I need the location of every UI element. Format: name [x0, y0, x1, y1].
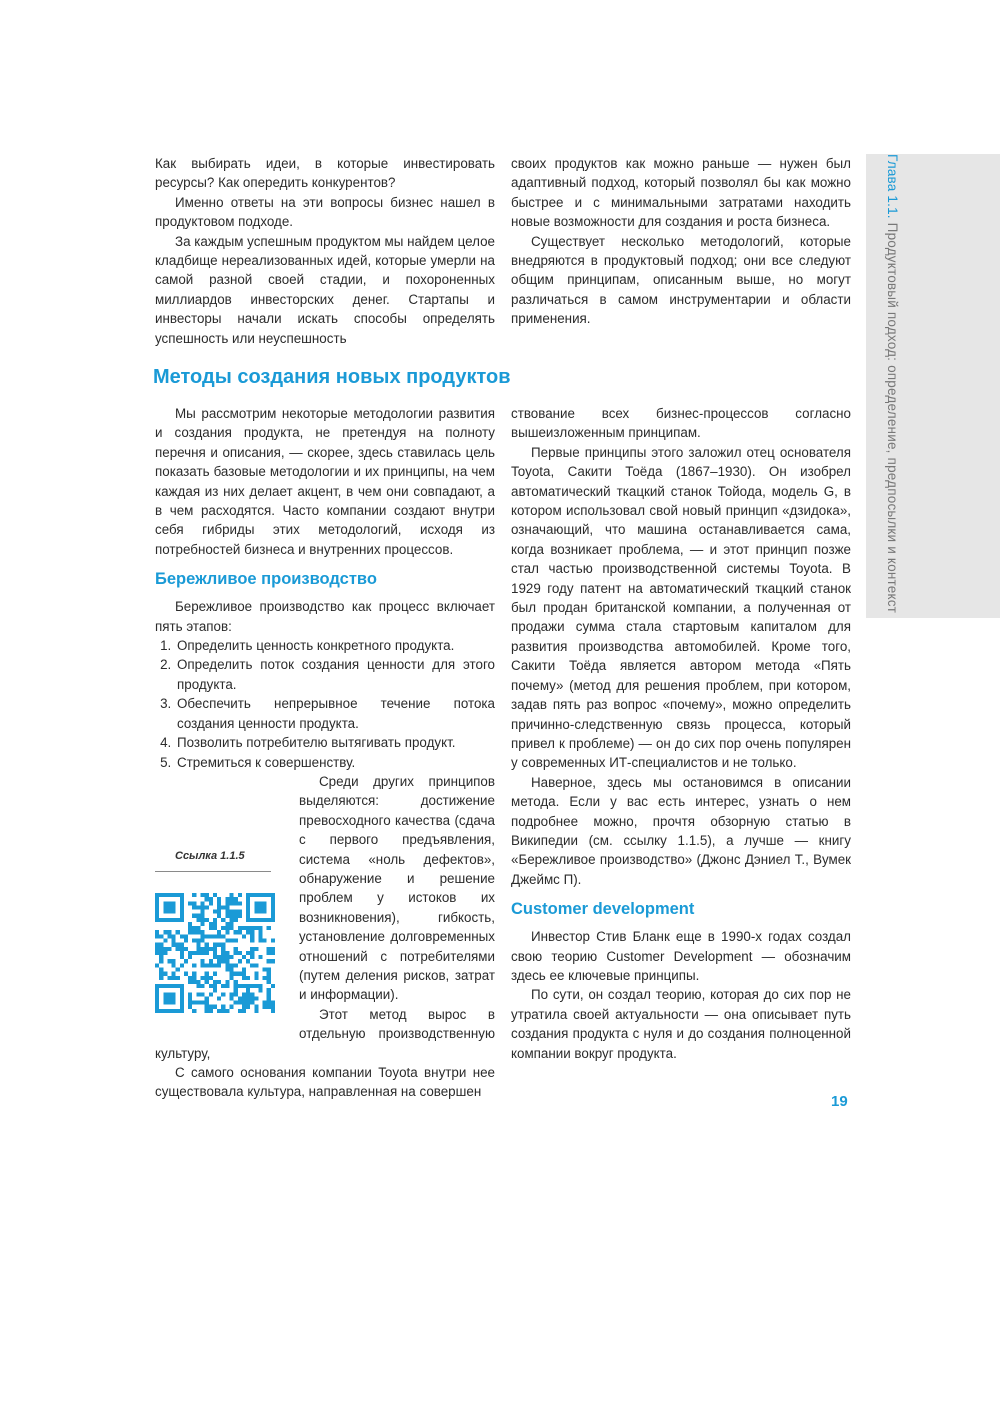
paragraph: Именно ответы на эти вопросы бизнес нашел в продуктовом подходе.: [155, 194, 495, 230]
bottom-left-column: [155, 404, 495, 1102]
paragraph: С самого основания компании Toyota внутри нее существовала культура, направленная на совершен: [155, 1065, 495, 1100]
paragraph: За каждым успешным продуктом мы найдем целое кладбище нереализованных идей, которые умерли на самой разной своей стадии, и похороненных миллиардов инвесторских денег. Стартапы и инвесторы начали искать способы определять успешность или неуспешность: [155, 233, 495, 346]
intro-paragraph: Мы рассмотрим некоторые методологии развития и создания продукта, не претендуя на полноту перечня и описания, — скорее, здесь ставилась цель показать базовые методологии и их принципы, на чем каждая из них делает акцент, в чем они совпадают, а в чем расходятся. Часто компании создают внутри себя гибриды этих методологий, исходя из потребностей бизнеса и внутренних процессов.: [155, 406, 495, 557]
list-item: 4. Позволить потребителю вытягивать продукт.: [175, 733, 495, 752]
principles-paragraph: [155, 772, 495, 1005]
qr-code-icon[interactable]: [155, 893, 275, 1013]
chapter-title: Продуктовый подход: определение, предпосылки и контекст: [885, 218, 900, 614]
principles-with-reference: [155, 772, 495, 1102]
top-left-column: [155, 154, 495, 348]
lean-heading: Бережливое производство: [155, 570, 377, 589]
list-item: 1. Определить ценность конкретного продукта.: [175, 636, 495, 655]
paragraph: По сути, он создал теорию, которая до сих пор не утратила своей актуальности — она описывает путь создания продукта с нуля и до создания полноценной компании вокруг продукта.: [511, 987, 851, 1061]
list-item: 2. Определить поток создания ценности для этого продукта.: [175, 655, 495, 694]
reference-label: Ссылка 1.1.5: [175, 849, 245, 862]
paragraph: Этот метод вырос в отдельную производственную культуру,: [155, 1006, 495, 1061]
list-item: 5. Стремиться к совершенству.: [175, 753, 495, 772]
paragraph: своих продуктов как можно раньше — нужен был адаптивный подход, который позволял бы как можно быстрее и с минимальными затратами находить новые возможности для создания и роста бизнеса.: [511, 156, 851, 230]
lean-lead: Бережливое производство как процесс включает пять этапов:: [155, 599, 495, 634]
principles-text: Среди других принципов выделяются: достижение превосходного качества (сдача с первого предъявления, система «ноль дефектов», обнаружение и решение проблем у истоков их возникновения), гибкость, установление долговременных отношений с потребителями (путем деления рисков, затрат и информации).: [299, 773, 495, 1003]
paragraph: Наверное, здесь мы остановимся в описании метода. Если у вас есть интерес, узнать о нем подробнее можно, прочтя обзорную статью в Википедии (см. ссылку 1.1.5), а лучше — книгу «Бережливое производство» (Джонс Дэниел Т., Вумек Джеймс П).: [511, 774, 851, 887]
chapter-number: Глава 1.1.: [885, 154, 900, 219]
paragraph: ствование всех бизнес-процессов согласно вышеизложенным принципам.: [511, 406, 851, 441]
section-title: Методы создания новых продуктов: [153, 366, 511, 388]
lean-steps-list: [155, 636, 495, 772]
paragraph: Инвестор Стив Бланк еще в 1990-х годах создал свою теорию Customer Development — обозначим здесь ее ключевые принципы.: [511, 929, 851, 983]
paragraph: Существует несколько методологий, которые внедряются в продуктовый подход; они все следуют общим принципам, описанным выше, но могут различаться в самом инструментарии и области применения.: [511, 233, 851, 327]
chapter-running-title: [884, 154, 900, 613]
bottom-right-column: [511, 404, 851, 1063]
list-item: 3. Обеспечить непрерывное течение потока создания ценности продукта.: [175, 694, 495, 733]
paragraph: Как выбирать идеи, в которые инвестировать ресурсы? Как опередить конкурентов?: [155, 156, 495, 191]
page-number: 19: [831, 1093, 848, 1110]
paragraph: Первые принципы этого заложил отец основателя Toyota, Сакити Тоёда (1867–1930). Он изобрел автоматический ткацкий станок Тойода, модель G, в котором использовал свой новый принцип «дзидока», означающий, что машина останавливается сама, когда возникает проблема, — и этот принцип позже стал частью производственной системы Toyota. В 1929 году патент на автоматический ткацкий станок был продан британской компании, а полученная от продажи сумма стала стартовым капиталом для развития производства автомобилей. Кроме того, Сакити Тоёда является автором метода «Пять почему» (метод для решения проблем, при котором, задав пять раз вопрос «почему», можно определить причинно-следственную связь процесса, который привел к проблеме) — он до сих пор очень популярен у современных ИТ-специалистов и не только.: [511, 444, 851, 771]
top-right-column: [511, 154, 851, 329]
reference-divider: [155, 871, 271, 872]
reference-box: [155, 827, 295, 1027]
customer-development-heading: Customer development: [511, 900, 695, 919]
